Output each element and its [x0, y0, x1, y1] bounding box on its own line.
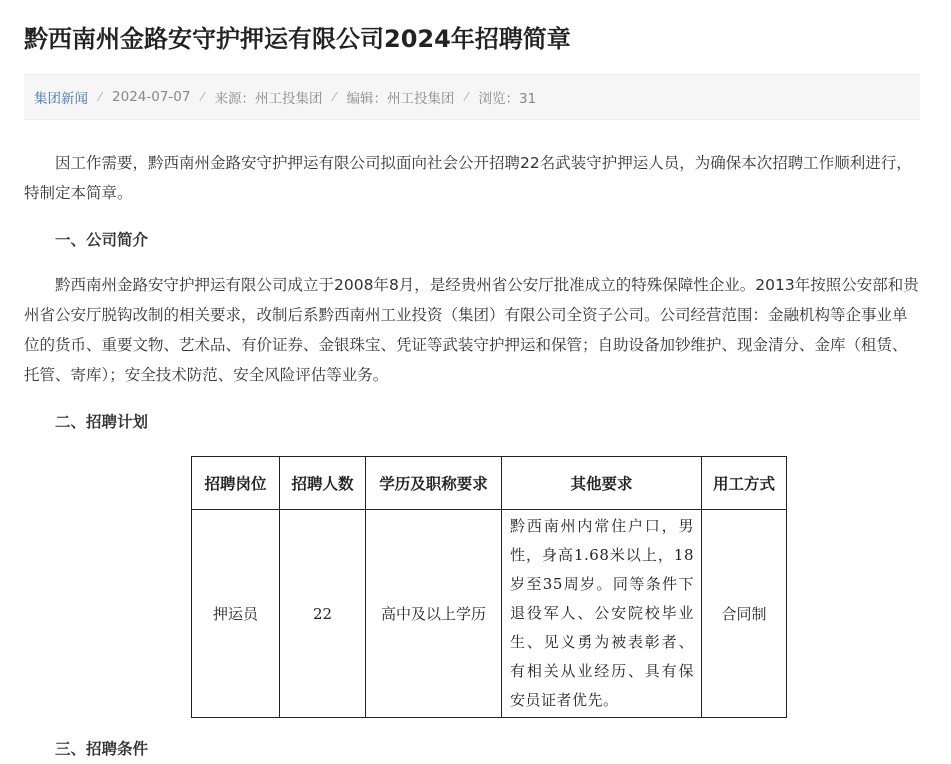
meta-separator: ⁄ [333, 90, 336, 104]
view-count: 浏览：31 [478, 91, 537, 107]
section-heading-conditions: 三、招聘条件 [55, 740, 149, 758]
editor-label: 编辑：州工投集团 [346, 91, 455, 107]
category-link[interactable]: 集团新闻 [34, 91, 88, 107]
cell-employment-type: 合同制 [702, 510, 787, 718]
header-other-requirements: 其他要求 [502, 457, 702, 510]
company-intro-paragraph: 黔西南州金路安守护押运有限公司成立于2008年8月，是经贵州省公安厅批准成立的特殊保障性企业。2013年按照公安部和贵州省公安厅脱钩改制的相关要求，改制后系黔西南州工业投资（集团）有限公司全资子公司。公司经营范围：金融机构等企事业单位的货币、重要文物、艺术品、有价证券、金银珠宝、凭证等武装守护押运和保管；自助设备加钞维护、现金清分、金库（租赁、托管、寄库）；安全技术防范、安全风险评估等业务。 [24, 276, 919, 384]
recruitment-plan-table [191, 456, 787, 718]
header-education: 学历及职称要求 [366, 457, 502, 510]
article-body [24, 148, 920, 437]
article-title: 黔西南州金路安守护押运有限公司2024年招聘简章 [24, 25, 571, 53]
table-row [192, 510, 787, 718]
meta-separator: ⁄ [99, 90, 102, 104]
cell-education: 高中及以上学历 [366, 510, 502, 718]
publish-date: 2024-07-07 [112, 89, 191, 105]
article-meta-bar [24, 74, 920, 120]
section-heading-plan: 二、招聘计划 [55, 413, 149, 431]
header-employment-type: 用工方式 [702, 457, 787, 510]
cell-other-requirements: 黔西南州内常住户口，男性，身高1.68米以上，18岁至35周岁。同等条件下退役军人、公安院校毕业生、见义勇为被表彰者、有相关从业经历、具有保安员证者优先。 [502, 510, 702, 718]
header-headcount: 招聘人数 [280, 457, 366, 510]
cell-position: 押运员 [192, 510, 280, 718]
source-label: 来源：州工投集团 [214, 91, 323, 107]
recruitment-plan-table-wrap [191, 456, 787, 718]
intro-paragraph: 因工作需要，黔西南州金路安守护押运有限公司拟面向社会公开招聘22名武装守护押运人员，为确保本次招聘工作顺利进行，特制定本简章。 [24, 154, 912, 202]
section-heading-company: 一、公司简介 [55, 231, 149, 249]
header-position: 招聘岗位 [192, 457, 280, 510]
cell-headcount: 22 [280, 510, 366, 718]
meta-separator: ⁄ [465, 90, 468, 104]
meta-separator: ⁄ [201, 90, 204, 104]
table-header-row [192, 457, 787, 510]
